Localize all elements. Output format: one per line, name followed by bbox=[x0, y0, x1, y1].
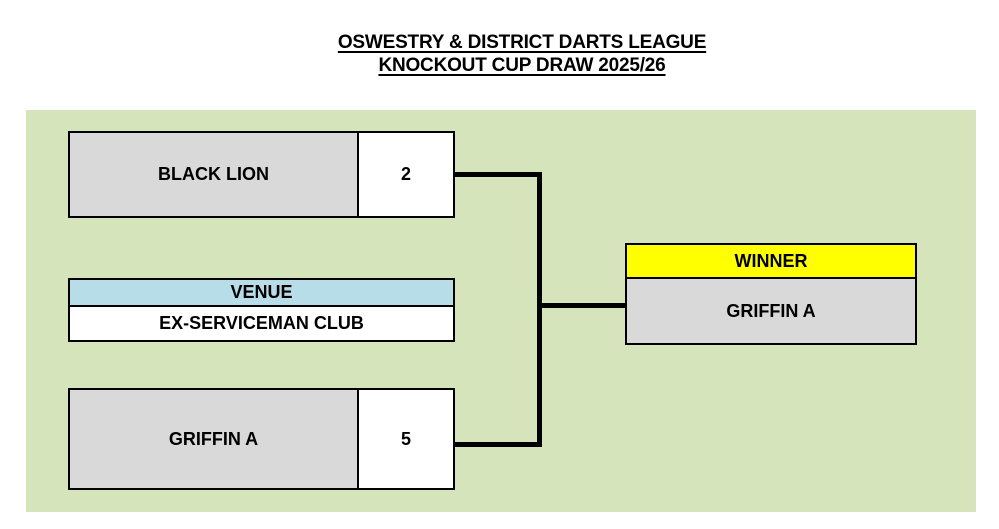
match-team-bottom-name: GRIFFIN A bbox=[168, 428, 259, 449]
page-title bbox=[222, 31, 822, 77]
match-team-top-name: BLACK LION bbox=[158, 164, 269, 184]
winner-header-label: WINNER bbox=[734, 250, 808, 271]
venue-box bbox=[68, 278, 455, 342]
winner-header-cell bbox=[627, 245, 915, 279]
page-title-line1: OSWESTRY & DISTRICT DARTS LEAGUE bbox=[337, 32, 707, 53]
bracket-connector-vertical bbox=[537, 172, 542, 447]
match-team-top-score-cell bbox=[359, 133, 453, 216]
match-team-top-box bbox=[68, 131, 455, 218]
match-team-top-name-cell bbox=[70, 133, 359, 216]
match-team-bottom-name-cell bbox=[70, 390, 359, 488]
venue-name-cell bbox=[70, 307, 453, 340]
page-title-line2: KNOCKOUT CUP DRAW 2025/26 bbox=[378, 55, 666, 76]
bracket-connector-top bbox=[455, 172, 540, 177]
winner-box bbox=[625, 243, 917, 345]
bracket-connector-bottom bbox=[455, 442, 540, 447]
venue-header-cell bbox=[70, 280, 453, 307]
venue-header-label: VENUE bbox=[230, 282, 293, 302]
match-team-bottom-box bbox=[68, 388, 455, 490]
match-team-bottom-score: 5 bbox=[400, 428, 411, 449]
winner-name: GRIFFIN A bbox=[726, 300, 816, 321]
bracket-connector-to-winner bbox=[540, 303, 625, 308]
venue-name: EX-SERVICEMAN CLUB bbox=[159, 313, 364, 333]
winner-name-cell bbox=[627, 279, 915, 343]
match-team-bottom-score-cell bbox=[359, 390, 453, 488]
match-team-top-score: 2 bbox=[400, 164, 411, 184]
